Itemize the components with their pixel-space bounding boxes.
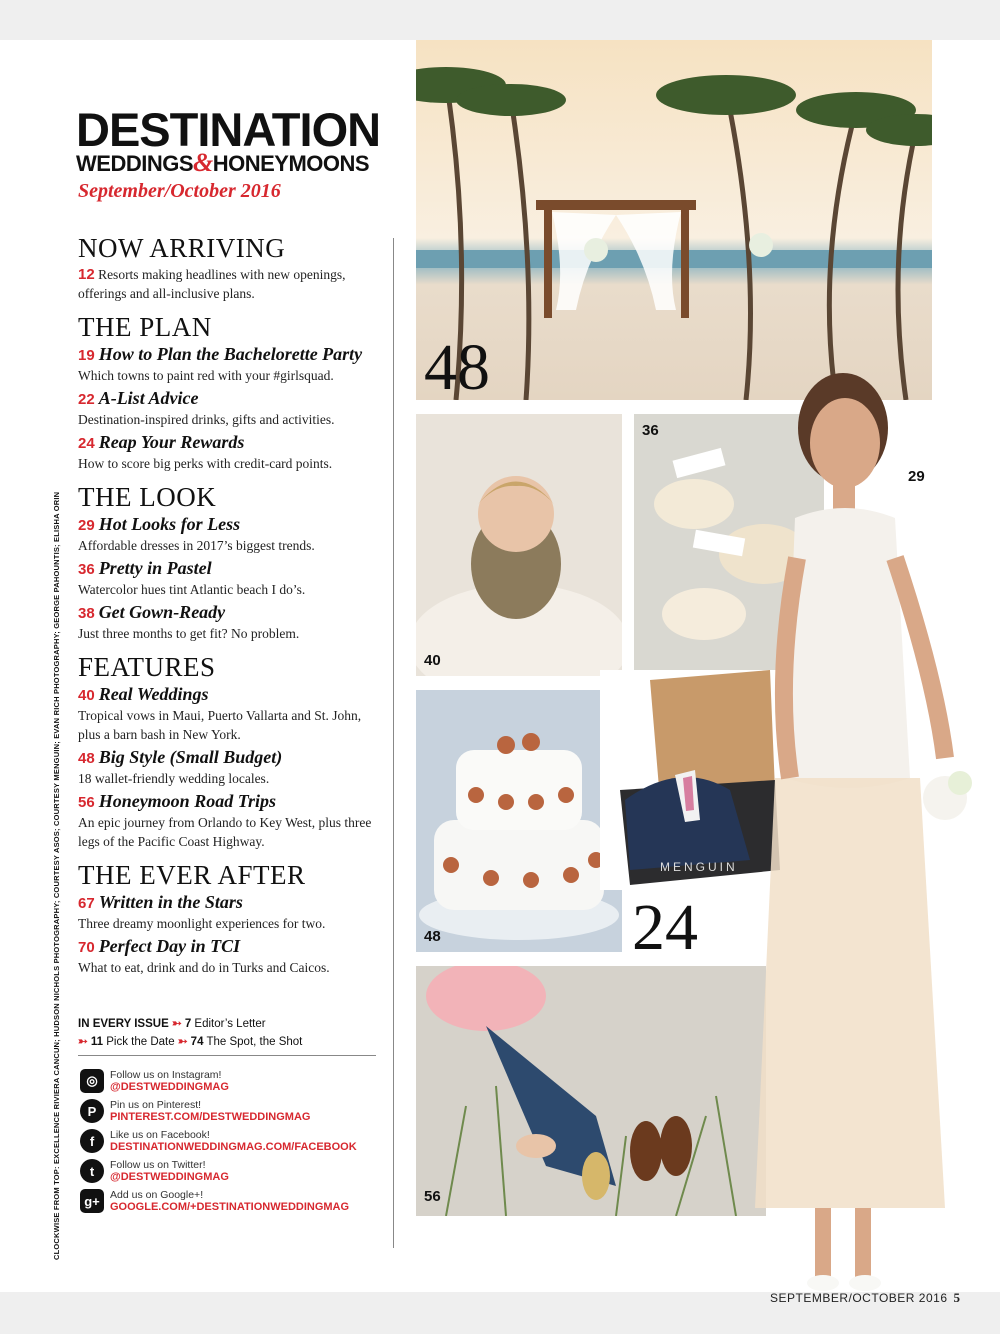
- social-text: [110, 1159, 229, 1183]
- social-link[interactable]: [80, 1126, 380, 1156]
- toc-description: Just three months to get fit? No problem.: [78, 626, 300, 641]
- toc-description: An epic journey from Orlando to Key West, plus three legs of the Pacific Coast Highway.: [78, 815, 372, 849]
- social-handle[interactable]: GOOGLE.COM/+DESTINATIONWEDDINGMAG: [110, 1201, 350, 1213]
- section-heading: THE LOOK: [78, 482, 217, 512]
- beach-scene: [416, 40, 932, 400]
- page-number-29: 29: [908, 468, 925, 485]
- toc-title: Get Gown-Ready: [98, 602, 226, 622]
- toc-entry[interactable]: [78, 602, 378, 643]
- toc-title: Pretty in Pastel: [98, 558, 212, 578]
- toc-title: Reap Your Rewards: [98, 432, 245, 452]
- logo-weddings: WEDDINGS: [76, 151, 193, 176]
- every-issue-label: IN EVERY ISSUE: [78, 1018, 169, 1030]
- toc-entry-heading: [78, 558, 378, 580]
- toc-entry[interactable]: [78, 514, 378, 555]
- footer-date: SEPTEMBER/OCTOBER 2016: [770, 1291, 948, 1305]
- every-issue-num: 74: [190, 1036, 204, 1048]
- toc-entry[interactable]: [78, 432, 378, 473]
- toc-entry[interactable]: [78, 936, 378, 977]
- toc-entry[interactable]: [78, 747, 378, 788]
- social-handle[interactable]: PINTEREST.COM/DESTWEDDINGMAG: [110, 1111, 311, 1123]
- arrow-icon: ➳: [177, 1036, 188, 1048]
- toc-page-number: 38: [78, 605, 95, 622]
- dress-model-photo: [735, 358, 975, 1308]
- every-issue-line2: [78, 1033, 378, 1051]
- toc-entry[interactable]: [78, 388, 378, 429]
- toc-page-number: 48: [78, 750, 95, 767]
- toc-page-number: 70: [78, 939, 95, 956]
- issue-date: September/October 2016: [78, 180, 281, 202]
- toc-entry-heading: [78, 432, 378, 454]
- toc-title: Hot Looks for Less: [98, 514, 241, 534]
- every-issue-text: Editor’s Letter: [194, 1018, 266, 1030]
- twitter-icon: t: [80, 1159, 104, 1183]
- every-issue-text: The Spot, the Shot: [206, 1036, 303, 1048]
- model-illustration: [735, 358, 975, 1308]
- page-number-36: 36: [642, 422, 659, 439]
- toc-description: Affordable dresses in 2017’s biggest trends.: [78, 538, 315, 553]
- toc-description: How to score big perks with credit-card points.: [78, 456, 333, 471]
- toc-page-number: 36: [78, 561, 95, 578]
- social-text: [110, 1099, 310, 1123]
- arrow-icon: ➳: [78, 1036, 88, 1048]
- toc-description: Tropical vows in Maui, Puerto Vallarta and St. John, plus a barn bash in New York.: [78, 708, 362, 742]
- beach-ceremony-photo: [416, 40, 932, 400]
- toc-entry[interactable]: [78, 265, 378, 303]
- social-link[interactable]: [80, 1066, 380, 1096]
- toc-entry-heading: [78, 344, 378, 366]
- divider: [78, 1055, 376, 1056]
- toc-entry-heading: [78, 747, 378, 769]
- toc-page-number: 56: [78, 794, 95, 811]
- social-text: [110, 1129, 357, 1153]
- toc-page-number: 29: [78, 517, 95, 534]
- child-illustration: [416, 414, 622, 676]
- toc-entry[interactable]: [78, 791, 378, 851]
- logo-line1: DESTINATION: [76, 103, 381, 156]
- magazine-page: [0, 40, 1000, 1305]
- toc-title: How to Plan the Bachelorette Party: [98, 344, 363, 364]
- toc-description: 18 wallet-friendly wedding locales.: [78, 771, 270, 786]
- section-heading: FEATURES: [78, 652, 216, 682]
- footer-page-number: 5: [953, 1290, 961, 1305]
- social-link[interactable]: [80, 1186, 380, 1216]
- toc-description: Watercolor hues tint Atlantic beach I do’s.: [78, 582, 306, 597]
- toc-entry[interactable]: [78, 684, 378, 744]
- toc-page-number: 22: [78, 391, 95, 408]
- toc-entry[interactable]: [78, 344, 378, 385]
- social-callout: Follow us on Twitter!: [110, 1159, 206, 1171]
- every-issue-num: 7: [184, 1018, 192, 1030]
- toc-page-number: 67: [78, 895, 95, 912]
- toc-entry-heading: [78, 936, 378, 958]
- cake-illustration: [416, 690, 622, 952]
- toc-page-number: 24: [78, 435, 95, 452]
- toc-description: Which towns to paint red with your #girlsquad.: [78, 368, 334, 383]
- logo-honeymoons: HONEYMOONS: [212, 151, 370, 176]
- masthead-logo: [76, 103, 396, 177]
- photo-credits: CLOCKWISE FROM TOP: EXCELLENCE RIVIERA CANCUN; HUDSON NICHOLS PHOTOGRAPHY; COURTESY ASOS; COURTESY MENGUIN; EVAN RICH PHOTOGRAPHY; GEORGE PAHOUNTIS; ELISHA ORIN: [52, 491, 61, 1260]
- pinterest-icon: P: [80, 1099, 104, 1123]
- toc-description: What to eat, drink and do in Turks and Caicos.: [78, 960, 330, 975]
- page-number-40: 40: [424, 652, 441, 669]
- toc-page-number: 40: [78, 687, 95, 704]
- honeymoon-couple-photo: [416, 966, 766, 1216]
- social-callout: Add us on Google+!: [110, 1189, 204, 1201]
- toc-title: Honeymoon Road Trips: [98, 791, 277, 811]
- toc-entry[interactable]: [78, 892, 378, 933]
- toc-title: A-List Advice: [98, 388, 199, 408]
- arrow-icon: ➳: [171, 1018, 182, 1030]
- social-handle[interactable]: DESTINATIONWEDDINGMAG.COM/FACEBOOK: [110, 1141, 357, 1153]
- flower-child-photo: [416, 414, 622, 676]
- box-brand-label: MENGUIN: [660, 860, 738, 874]
- section-heading: THE PLAN: [78, 312, 212, 342]
- page-number-48: 48: [424, 928, 441, 945]
- every-issue-line1: [78, 1015, 378, 1033]
- toc-title: Big Style (Small Budget): [98, 747, 283, 767]
- toc-title: Real Weddings: [98, 684, 209, 704]
- toc-description: [78, 265, 378, 303]
- logo-ampersand: &: [193, 148, 213, 177]
- social-link[interactable]: [80, 1096, 380, 1126]
- toc-entry-heading: [78, 514, 378, 536]
- social-link[interactable]: [80, 1156, 380, 1186]
- social-callout: Pin us on Pinterest!: [110, 1099, 202, 1111]
- every-issue-text: Pick the Date: [106, 1036, 175, 1048]
- toc-entry-heading: [78, 388, 378, 410]
- toc-entry-heading: [78, 892, 378, 914]
- toc-entry-heading: [78, 602, 378, 624]
- social-callout: Like us on Facebook!: [110, 1129, 210, 1141]
- facebook-icon: f: [80, 1129, 104, 1153]
- instagram-icon: ◎: [80, 1069, 104, 1093]
- couple-illustration: [416, 966, 766, 1216]
- toc-description-text: Resorts making headlines with new openings, offerings and all-inclusive plans.: [78, 267, 346, 301]
- page-footer: [770, 1290, 961, 1306]
- toc-title: Written in the Stars: [98, 892, 243, 912]
- social-handle[interactable]: @DESTWEDDINGMAG: [110, 1171, 229, 1183]
- social-text: [110, 1069, 229, 1093]
- section-heading: THE EVER AFTER: [78, 860, 306, 890]
- every-issue-num: 11: [90, 1036, 104, 1048]
- toc-page-number: 12: [78, 266, 95, 283]
- social-handle[interactable]: @DESTWEDDINGMAG: [110, 1081, 229, 1093]
- toc-description: Destination-inspired drinks, gifts and activities.: [78, 412, 335, 427]
- social-callout: Follow us on Instagram!: [110, 1069, 222, 1081]
- social-links: [80, 1066, 380, 1216]
- section-heading: NOW ARRIVING: [78, 233, 286, 263]
- in-every-issue: [78, 1015, 378, 1051]
- googleplus-icon: g+: [80, 1189, 104, 1213]
- toc-entry-heading: [78, 684, 378, 706]
- page-number-56: 56: [424, 1188, 441, 1205]
- toc-description: Three dreamy moonlight experiences for two.: [78, 916, 326, 931]
- toc-entry[interactable]: [78, 558, 378, 599]
- toc-entry-heading: [78, 791, 378, 813]
- wedding-cake-photo: [416, 690, 622, 952]
- page-number-24-large: 24: [632, 891, 698, 964]
- toc-title: Perfect Day in TCI: [98, 936, 241, 956]
- page-number-48-large: 48: [424, 331, 490, 400]
- toc-page-number: 19: [78, 347, 95, 364]
- column-divider: [393, 238, 394, 1248]
- logo-line2: [76, 148, 396, 177]
- table-of-contents: [78, 230, 378, 977]
- social-text: [110, 1189, 349, 1213]
